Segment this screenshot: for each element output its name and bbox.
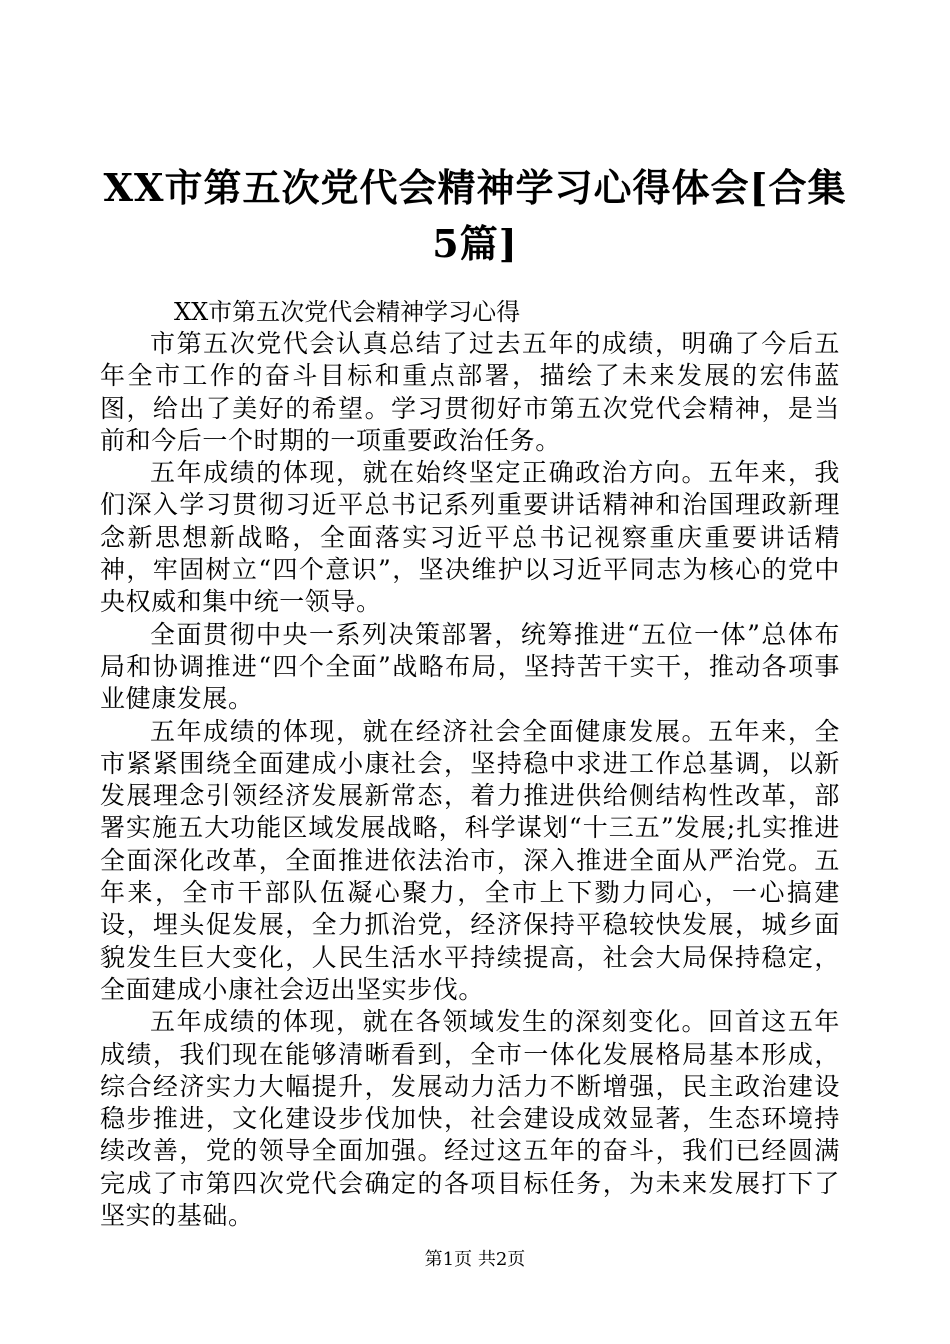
page-indicator: 第1页 共2页 [424, 1249, 526, 1270]
paragraph-5: 五年成绩的体现，就在各领域发生的深刻变化。回首这五年成绩，我们现在能够清晰看到，全市一体化发展格局基本形成，综合经济实力大幅提升，发展动力活力不断增强，民主政治建设稳步推进，文化建设步伐加快，社会建设成效显著，生态环境持续改善，党的领导全面加强。经过这五年的奋斗，我们已经圆满完成了市第四次党代会确定的各项目标任务，为未来发展打下了坚实的基础。 [100, 1007, 840, 1231]
paragraph-4: 五年成绩的体现，就在经济社会全面健康发展。五年来，全市紧紧围绕全面建成小康社会，坚持稳中求进工作总基调，以新发展理念引领经济发展新常态，着力推进供给侧结构性改革，部署实施五大功能区域发展战略，科学谋划“十三五”发展;扎实推进全面深化改革，全面推进依法治市，深入推进全面从严治党。五年来，全市干部队伍凝心聚力，全市上下勠力同心，一心搞建设，埋头促发展，全力抓治党，经济保持平稳较快发展，城乡面貌发生巨大变化，人民生活水平持续提高，社会大局保持稳定，全面建成小康社会迈出坚实步伐。 [100, 716, 840, 1004]
document-body [100, 296, 840, 1232]
paragraph-1: 市第五次党代会认真总结了过去五年的成绩，明确了今后五年全市工作的奋斗目标和重点部署，描绘了未来发展的宏伟蓝图，给出了美好的希望。学习贯彻好市第五次党代会精神，是当前和今后一个时期的一项重要政治任务。 [100, 329, 840, 455]
paragraph-3: 全面贯彻中央一系列决策部署，统筹推进“五位一体”总体布局和协调推进“四个全面”战略布局，坚持苦干实干，推动各项事业健康发展。 [100, 619, 840, 714]
section-heading: XX市第五次党代会精神学习心得 [174, 298, 521, 326]
paragraph-2: 五年成绩的体现，就在始终坚定正确政治方向。五年来，我们深入学习贯彻习近平总书记系列重要讲话精神和治国理政新理念新思想新战略，全面落实习近平总书记视察重庆重要讲话精神，牢固树立“四个意识”，坚决维护以习近平同志为核心的党中央权威和集中统一领导。 [100, 458, 840, 617]
document-title: XX市第五次党代会精神学习心得体会[合集5篇] [103, 165, 847, 266]
